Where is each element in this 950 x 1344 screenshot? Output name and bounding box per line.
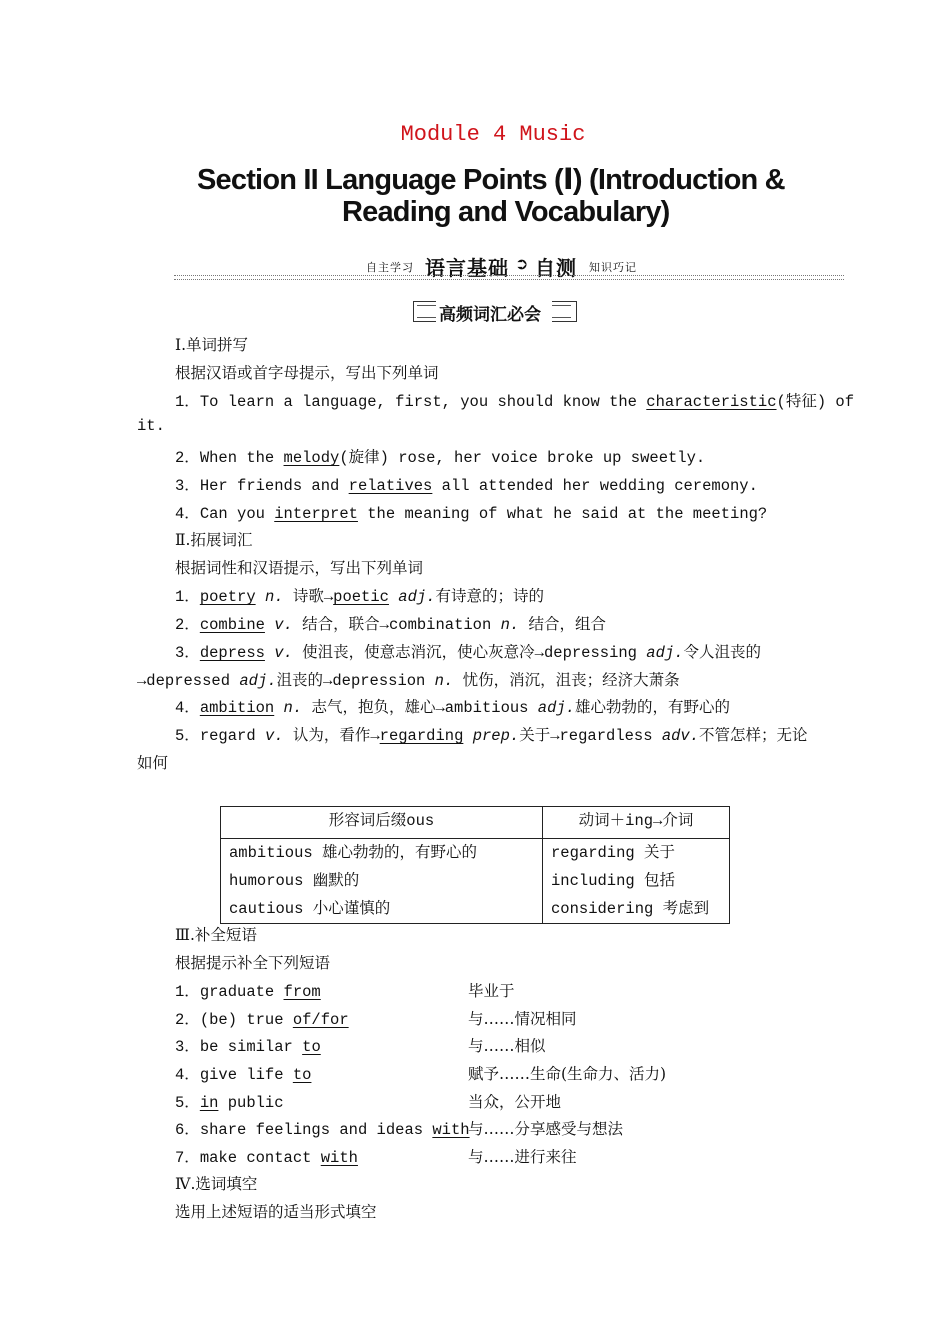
phrase-meaning: 与……情况相同 [468,1010,577,1028]
answer-blank: with [320,1149,358,1167]
item-number: 4． [175,505,200,523]
item-number: 4． [175,1066,200,1084]
item-number: 7． [175,1149,200,1167]
part2-title: Ⅱ.拓展词汇 [175,531,253,549]
answer-blank: in [199,1094,219,1112]
item-text: Her friends and [199,477,349,495]
item-text: the meaning of what he said at the meeting? [357,505,768,523]
part-of-speech: v. [264,727,284,745]
list-item [175,612,606,634]
phrase-row [175,1007,349,1029]
table-header: 形容词后缀ous [221,807,543,839]
banner-divider-top [174,275,844,276]
part3-title: Ⅲ.补全短语 [175,926,257,944]
item-number: 3． [175,1038,200,1056]
phrase-row [175,1062,311,1084]
part-of-speech: n. [434,672,454,690]
part4-title: Ⅳ.选词填空 [175,1175,258,1193]
answer-blank: relatives [348,477,433,495]
answer-blank: regarding [379,727,464,745]
item-text: →depressed [137,672,240,690]
item-text: 诗歌→ [283,588,334,606]
list-item [175,695,730,717]
item-text: 志气，抱负，雄心→ambitious [302,699,538,717]
answer-blank: characteristic [646,393,777,411]
banner-test-label: 自测 [535,258,577,280]
item-number: 4． [175,699,200,717]
banner-main-label: 语言基础 [425,258,509,280]
phrase-row [175,979,321,1001]
part-of-speech: adj. [646,644,684,662]
list-item [175,445,705,467]
banner-right-label: 知识巧记 [589,261,637,274]
table-line: regarding 关于 [551,844,676,862]
item-number: 5． [175,1094,200,1112]
list-item [175,640,761,662]
part3-instruction: 根据提示补全下列短语 [175,954,331,972]
part4-instruction: 选用上述短语的适当形式填空 [175,1203,377,1221]
answer-blank: from [283,983,321,1001]
item-number: 3． [175,477,200,495]
item-text: be similar [199,1038,303,1056]
item-text: 雄心勃勃的，有野心的 [575,699,731,717]
arrow-icon: ➲ [515,254,529,273]
table-line: ambitious 雄心勃勃的，有野心的 [229,844,478,862]
item-text: 结合，组合 [519,616,607,634]
table-line: including 包括 [551,872,676,890]
part-of-speech: n. [500,616,520,634]
item-number: 1． [175,983,200,1001]
answer-blank: depress [199,644,265,662]
item-text: share feelings and ideas [199,1121,433,1139]
table-line: considering 考虑到 [551,900,710,918]
part-of-speech: adj. [239,672,277,690]
banner-divider-bottom [174,279,844,280]
phrase-meaning: 赋予……生命(生命力、活力) [468,1065,667,1083]
part1-title: Ⅰ.单词拼写 [175,336,249,354]
item-text: (特征) of [776,393,855,411]
list-item [175,501,767,523]
part-of-speech: adj. [537,699,575,717]
item-continuation [137,668,680,690]
item-text: give life [199,1066,293,1084]
item-number: 2． [175,616,200,634]
phrase-meaning: 与……相似 [468,1037,546,1055]
list-item [175,473,758,495]
table-line: cautious 小心谨慎的 [229,900,391,918]
part-of-speech: v. [274,616,293,634]
part-of-speech: adj. [398,588,436,606]
list-item [175,723,808,745]
phrase-row [175,1145,358,1167]
item-text: 忧伤，消沉，沮丧；经济大萧条 [453,672,680,690]
answer-blank: melody [283,449,340,467]
part-of-speech: prep. [472,727,520,745]
item-text: 认为，看作→ [283,727,380,745]
item-text: regard [199,727,265,745]
answer-blank: ambition [199,699,275,717]
item-text: 有诗意的；诗的 [435,588,545,606]
item-text: 使沮丧，使意志消沉，使心灰意冷→depressing [292,644,647,662]
item-text: 不管怎样；无论 [699,727,808,745]
item-text: Can you [199,505,275,523]
item-number: 1． [175,588,200,606]
item-text: public [218,1094,284,1112]
part2-instruction: 根据词性和汉语提示，写出下列单词 [175,559,424,577]
item-text: 结合，联合→combination [292,616,501,634]
phrase-row [175,1034,321,1056]
answer-blank: combine [199,616,265,634]
item-number: 3． [175,644,200,662]
phrase-meaning: 与……分享感受与想法 [468,1120,624,1138]
item-text: (旋律) rose, her voice broke up sweetly. [339,449,706,467]
answer-blank: interpret [274,505,358,523]
part-of-speech: n. [264,588,284,606]
part1-instruction: 根据汉语或首字母提示，写出下列单词 [175,364,439,382]
answer-blank: to [302,1038,321,1056]
item-text: 令人沮丧的 [683,644,762,662]
item-text: When the [199,449,284,467]
table-cell [543,839,730,924]
item-number: 2． [175,1011,200,1029]
item-text: 关于→regardless [519,727,662,745]
item-text: make contact [199,1149,321,1167]
answer-blank: poetry [199,588,256,606]
answer-blank: poetic [333,588,389,606]
phrase-row [175,1117,470,1139]
part-of-speech: n. [283,699,303,717]
item-text: all attended her wedding ceremony. [432,477,758,495]
table-header: 动词＋ing→介词 [543,807,730,839]
table-cell [221,839,543,924]
answer-blank: of/for [292,1011,349,1029]
item-text: graduate [199,983,284,1001]
part-of-speech: v. [274,644,293,662]
item-number: 2． [175,449,200,467]
phrase-meaning: 毕业于 [468,982,515,1000]
phrase-meaning: 与……进行来往 [468,1148,577,1166]
phrase-meaning: 当众，公开地 [468,1093,562,1111]
banner-left-label: 自主学习 [366,261,414,274]
item-number: 5． [175,727,200,745]
answer-blank: with [432,1121,470,1139]
item-number: 1． [175,393,200,411]
item-number: 6． [175,1121,200,1139]
phrase-row [175,1090,284,1112]
item-text: 沮丧的→depression [276,672,435,690]
suffix-table [220,806,730,924]
list-item [175,584,544,606]
item-continuation: 如何 [137,754,169,772]
item-continuation: it. [137,417,165,435]
list-item [175,389,854,411]
subheading-label: 高频词汇必会 [439,305,541,324]
module-title: Module 4 Music [400,122,586,147]
section-title-line2: Reading and Vocabulary) [342,196,670,228]
item-text: (be) true [199,1011,293,1029]
answer-blank: to [292,1066,312,1084]
item-text: To learn a language, first, you should know the [199,393,647,411]
part-of-speech: adv. [661,727,700,745]
section-title-line1: Section II Language Points (Ⅰ) (Introduction & [197,164,785,196]
table-line: humorous 幽默的 [229,872,360,890]
